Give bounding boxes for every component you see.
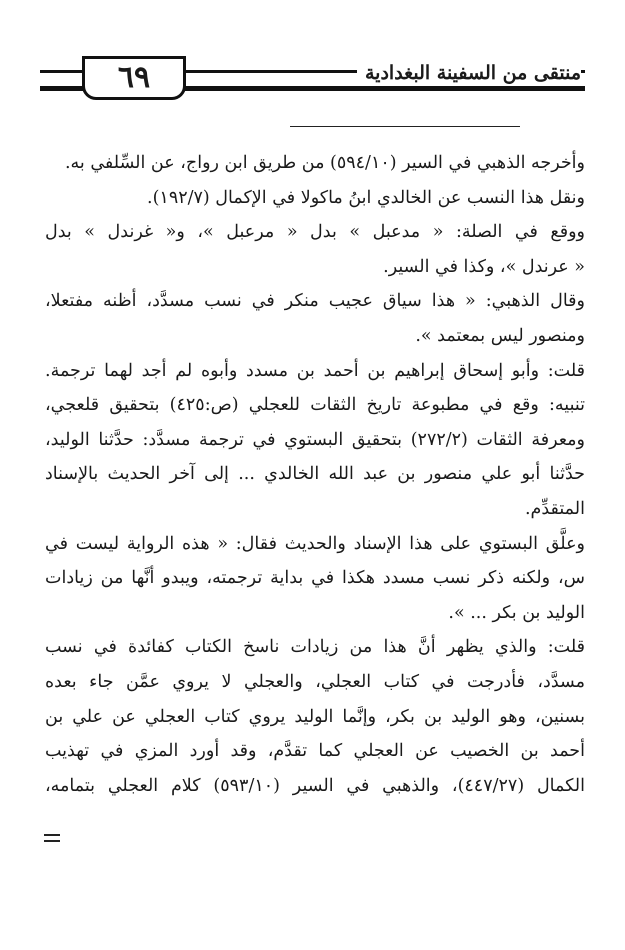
text-line: حدَّثنا أبو علي منصور بن عبد الله الخالدي ... إلى آخر الحديث بالإسناد <box>45 464 585 485</box>
continuation-mark <box>44 834 60 846</box>
text-line: ومنصور ليس بمعتمد ». <box>415 325 585 346</box>
separator-rule <box>290 126 520 127</box>
page-header <box>40 56 585 104</box>
text-line: س، ولكنه ذكر نسب مسدد هكذا في بداية ترجمته، ويبدو أنَّها من زيادات <box>45 568 585 589</box>
page-number-box <box>82 56 186 100</box>
page-number: ٦٩ <box>117 60 151 95</box>
text-line: ونقل هذا النسب عن الخالدي ابنُ ماكولا في الإكمال (١٩٢/٧). <box>147 187 585 208</box>
text-line: ووقع في الصلة: « مدعبل » بدل « مرعبل »، و« غرندل » بدل <box>45 222 585 243</box>
text-line: قلت: والذي يظهر أنَّ هذا من زيادات ناسخ الكتاب كفائدة في نسب <box>45 637 585 658</box>
text-line: « عرندل »، وكذا في السير. <box>383 256 585 277</box>
tanbih-line: تنبيه: وقع في مطبوعة تاريخ الثقات للعجلي (ص:٤٢٥) بتحقيق قلعجي، <box>45 395 585 416</box>
running-title: منتقى من السفينة البغدادية <box>357 62 581 84</box>
text-line: قلت: وأبو إسحاق إبراهيم بن أحمد بن مسدد وأبوه لم أجد لهما ترجمة. <box>45 360 585 381</box>
text-line: وقال الذهبي: « هذا سياق عجيب منكر في نسب مسدَّد، أظنه مفتعلا، <box>45 291 585 312</box>
text-line: أحمد بن الخصيب عن العجلي كما تقدَّم، وقد أورد المزي في تهذيب <box>45 741 585 762</box>
text-line: مسدَّد، فأدرجت في كتاب العجلي، والعجلي لا يروي عمَّن جاء بعده <box>45 671 585 692</box>
text-line: وأخرجه الذهبي في السير (٥٩٤/١٠) من طريق ابن رواج، عن السِّلفي به. <box>64 153 585 173</box>
text-line: ومعرفة الثقات (٢٧٢/٢) بتحقيق البستوي في ترجمة مسدَّد: حدَّثنا الوليد، <box>45 429 585 450</box>
text-line: بسنين، وهو الوليد بن بكر، وإنَّما الوليد يروي كتاب العجلي عن علي بن <box>45 706 585 727</box>
text-line: وعلَّق البستوي على هذا الإسناد والحديث فقال: « هذه الرواية ليست في <box>45 533 585 554</box>
text-line: الوليد بن بكر ... ». <box>448 602 585 623</box>
text-line: الكمال (٤٤٧/٢٧)، والذهبي في السير (٥٩٣/١٠) كلام العجلي بتمامه، <box>45 775 585 796</box>
body-text <box>45 146 585 803</box>
text-line: المتقدِّم. <box>524 498 585 519</box>
